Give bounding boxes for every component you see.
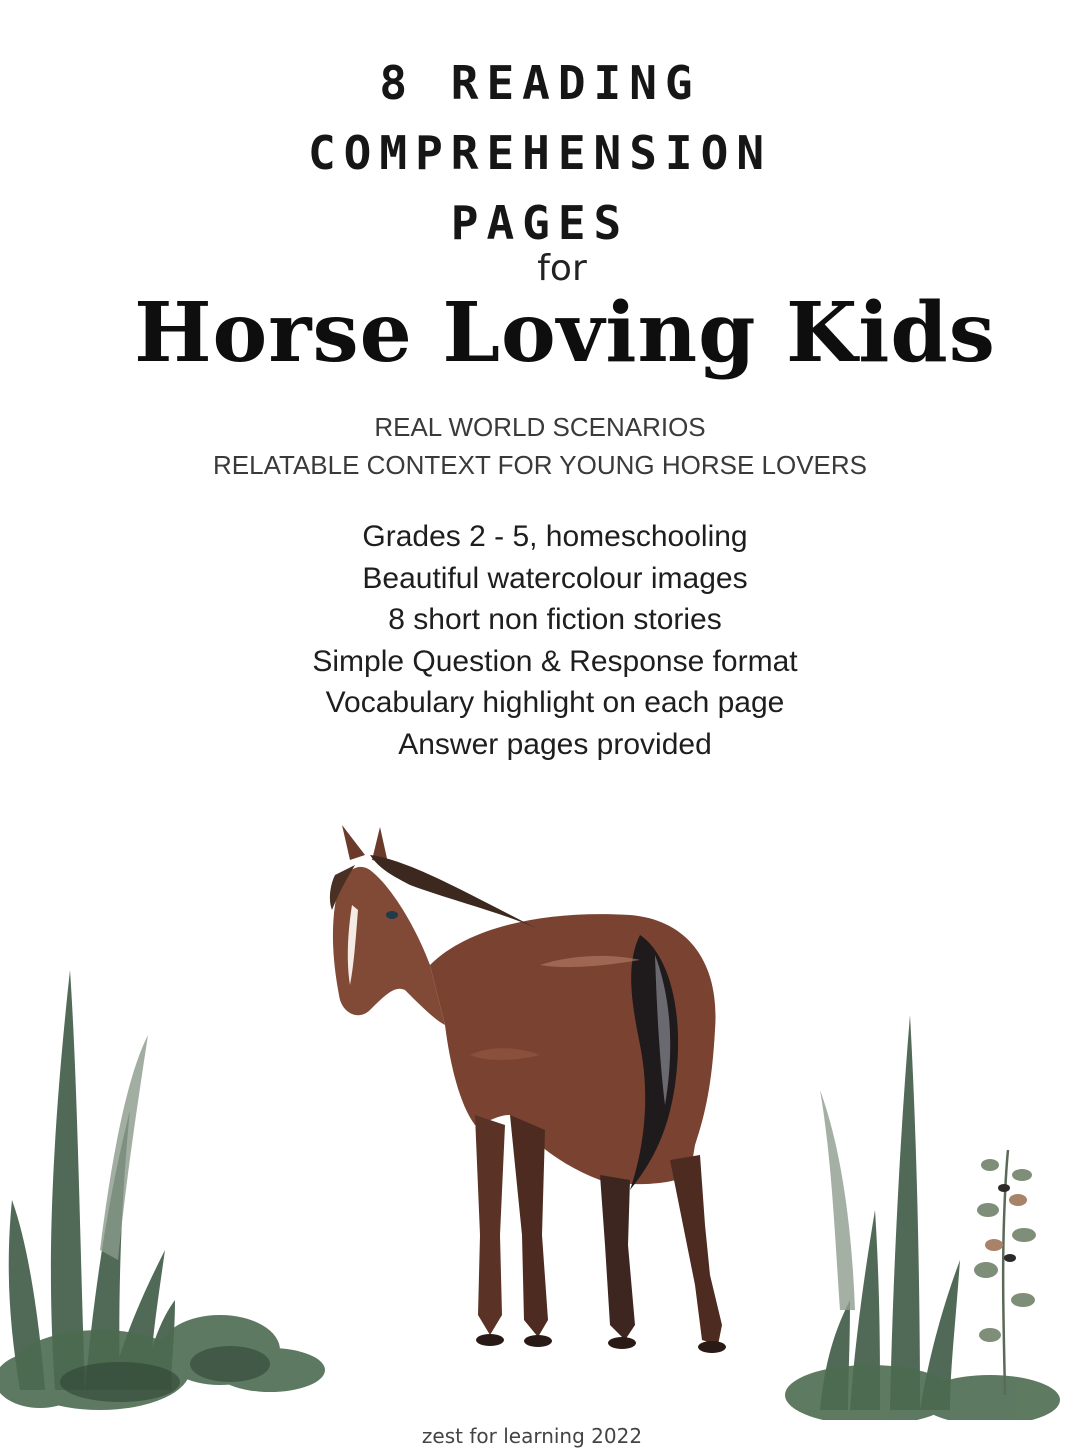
title-block: [0, 48, 1080, 258]
connector-word: for: [537, 248, 587, 289]
title-line-2: COMPREHENSION: [307, 126, 773, 180]
grass-left-illustration: [0, 950, 330, 1410]
horse-illustration: [310, 815, 740, 1375]
feature-list: [0, 516, 1080, 766]
feature-item-grades: Grades 2 - 5, homeschooling: [362, 520, 748, 553]
subtitle: [0, 408, 1080, 484]
subtitle-line-2: RELATABLE CONTEXT FOR YOUNG HORSE LOVERS: [213, 450, 867, 480]
footer-credit: zest for learning 2022: [421, 1424, 643, 1448]
feature-item-format: Simple Question & Response format: [312, 644, 798, 678]
feature-item-images: Beautiful watercolour images: [362, 561, 748, 595]
page-title: Horse Loving Kids: [134, 285, 996, 381]
feature-item-vocabulary: Vocabulary highlight on each page: [325, 686, 785, 720]
subtitle-line-1: REAL WORLD SCENARIOS: [374, 412, 706, 442]
title-line-1: 8 READING: [379, 56, 701, 110]
feature-item-stories: 8 short non fiction stories: [388, 603, 722, 637]
feature-item-answers: Answer pages provided: [398, 727, 712, 761]
title-line-3: PAGES: [450, 196, 630, 250]
flower-sprig-illustration: [960, 1140, 1050, 1400]
